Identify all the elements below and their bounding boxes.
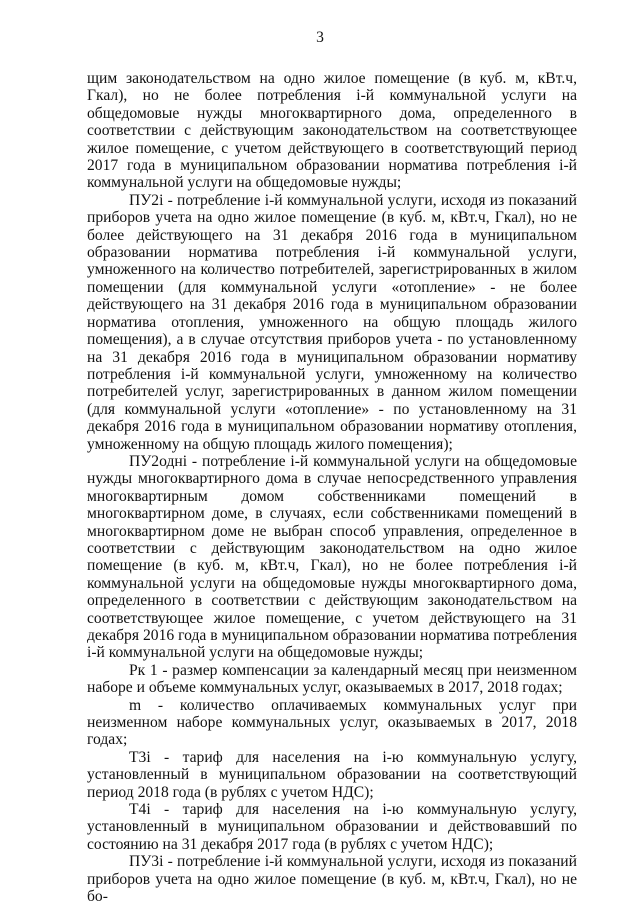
body-text: [87, 70, 577, 906]
paragraph-t3i: Т3i - тариф для населения на i-ю коммунальную услугу, установленный в муниципальном образовании на соответствующий период 2018 года (в рублях с учетом НДС);: [87, 748, 577, 801]
paragraph-t4i: Т4i - тариф для населения на i-ю коммунальную услугу, установленный в муниципальном образовании и действовавший по состоянию на 31 декабря 2017 года (в рублях с учетом НДС);: [87, 801, 577, 853]
paragraph-continuation: щим законодательством на одно жилое помещение (в куб. м, кВт.ч, Гкал), но не более потребления i-й коммунальной услуги на общедомовые нужды многоквартирного дома, определенного в соответствии с действующим законодательством на соответствующее жилое помещение, с учетом действующего в соответствующий период 2017 года в муниципальном образовании норматива потребления i-й коммунальной услуги на общедомовые нужды;: [87, 70, 577, 192]
paragraph-rk1: Рк 1 - размер компенсации за календарный месяц при неизменном наборе и объеме коммунальных услуг, оказываемых в 2017, 2018 годах;: [87, 661, 577, 697]
page-number: 3: [316, 29, 324, 46]
paragraph-pu2odni: ПУ2одні - потребление i-й коммунальной услуги на общедомовые нужды многоквартирного дома в случае непосредственного управления многоквартирным домом собственниками помещений в многоквартирном доме, в случаях, если собственниками помещений в многоквартирном доме не выбран способ управления, определенное в соответствии с действующим законодательством на одно жилое помещение (в куб. м, кВт.ч, Гкал), но не более потребления i-й коммунальной услуги на общедомовые нужды многоквартирного дома, определенного в соответствии с действующим законодательством на соответствующее жилое помещение, с учетом действующего на 31 декабря 2016 года в муниципальном образовании норматива потребления i-й коммунальной услуги на общедомовые нужды;: [87, 452, 577, 662]
paragraph-pu2i: ПУ2i - потребление i-й коммунальной услуги, исходя из показаний приборов учета на одно жилое помещение (в куб. м, кВт.ч, Гкал), но не более действующего на 31 декабря 2016 года в муниципальном образовании норматива потребления i-й коммунальной услуги, умноженного на количество потребителей, зарегистрированных в жилом помещении (для коммунальной услуги «отопление» - не более действующего на 31 декабря 2016 года в муниципальном образовании норматива отопления, умноженного на общую площадь жилого помещения), а в случае отсутствия приборов учета - по установленному на 31 декабря 2016 года в муниципальном образовании нормативу потребления i-й коммунальной услуги, умноженному на количество потребителей услуг, зарегистрированных в данном жилом помещении (для коммунальной услуги «отопление» - по установленному на 31 декабря 2016 года в муниципальном образовании нормативу отопления, умноженному на общую площадь жилого помещения);: [87, 191, 577, 453]
paragraph-m: m - количество оплачиваемых коммунальных услуг при неизменном наборе коммунальных услуг, оказываемых в 2017, 2018 годах;: [87, 696, 577, 749]
paragraph-pu3i: ПУ3i - потребление i-й коммунальной услуги, исходя из показаний приборов учета на одно жилое помещение (в куб. м, кВт.ч, Гкал), но не бо-: [87, 853, 577, 906]
